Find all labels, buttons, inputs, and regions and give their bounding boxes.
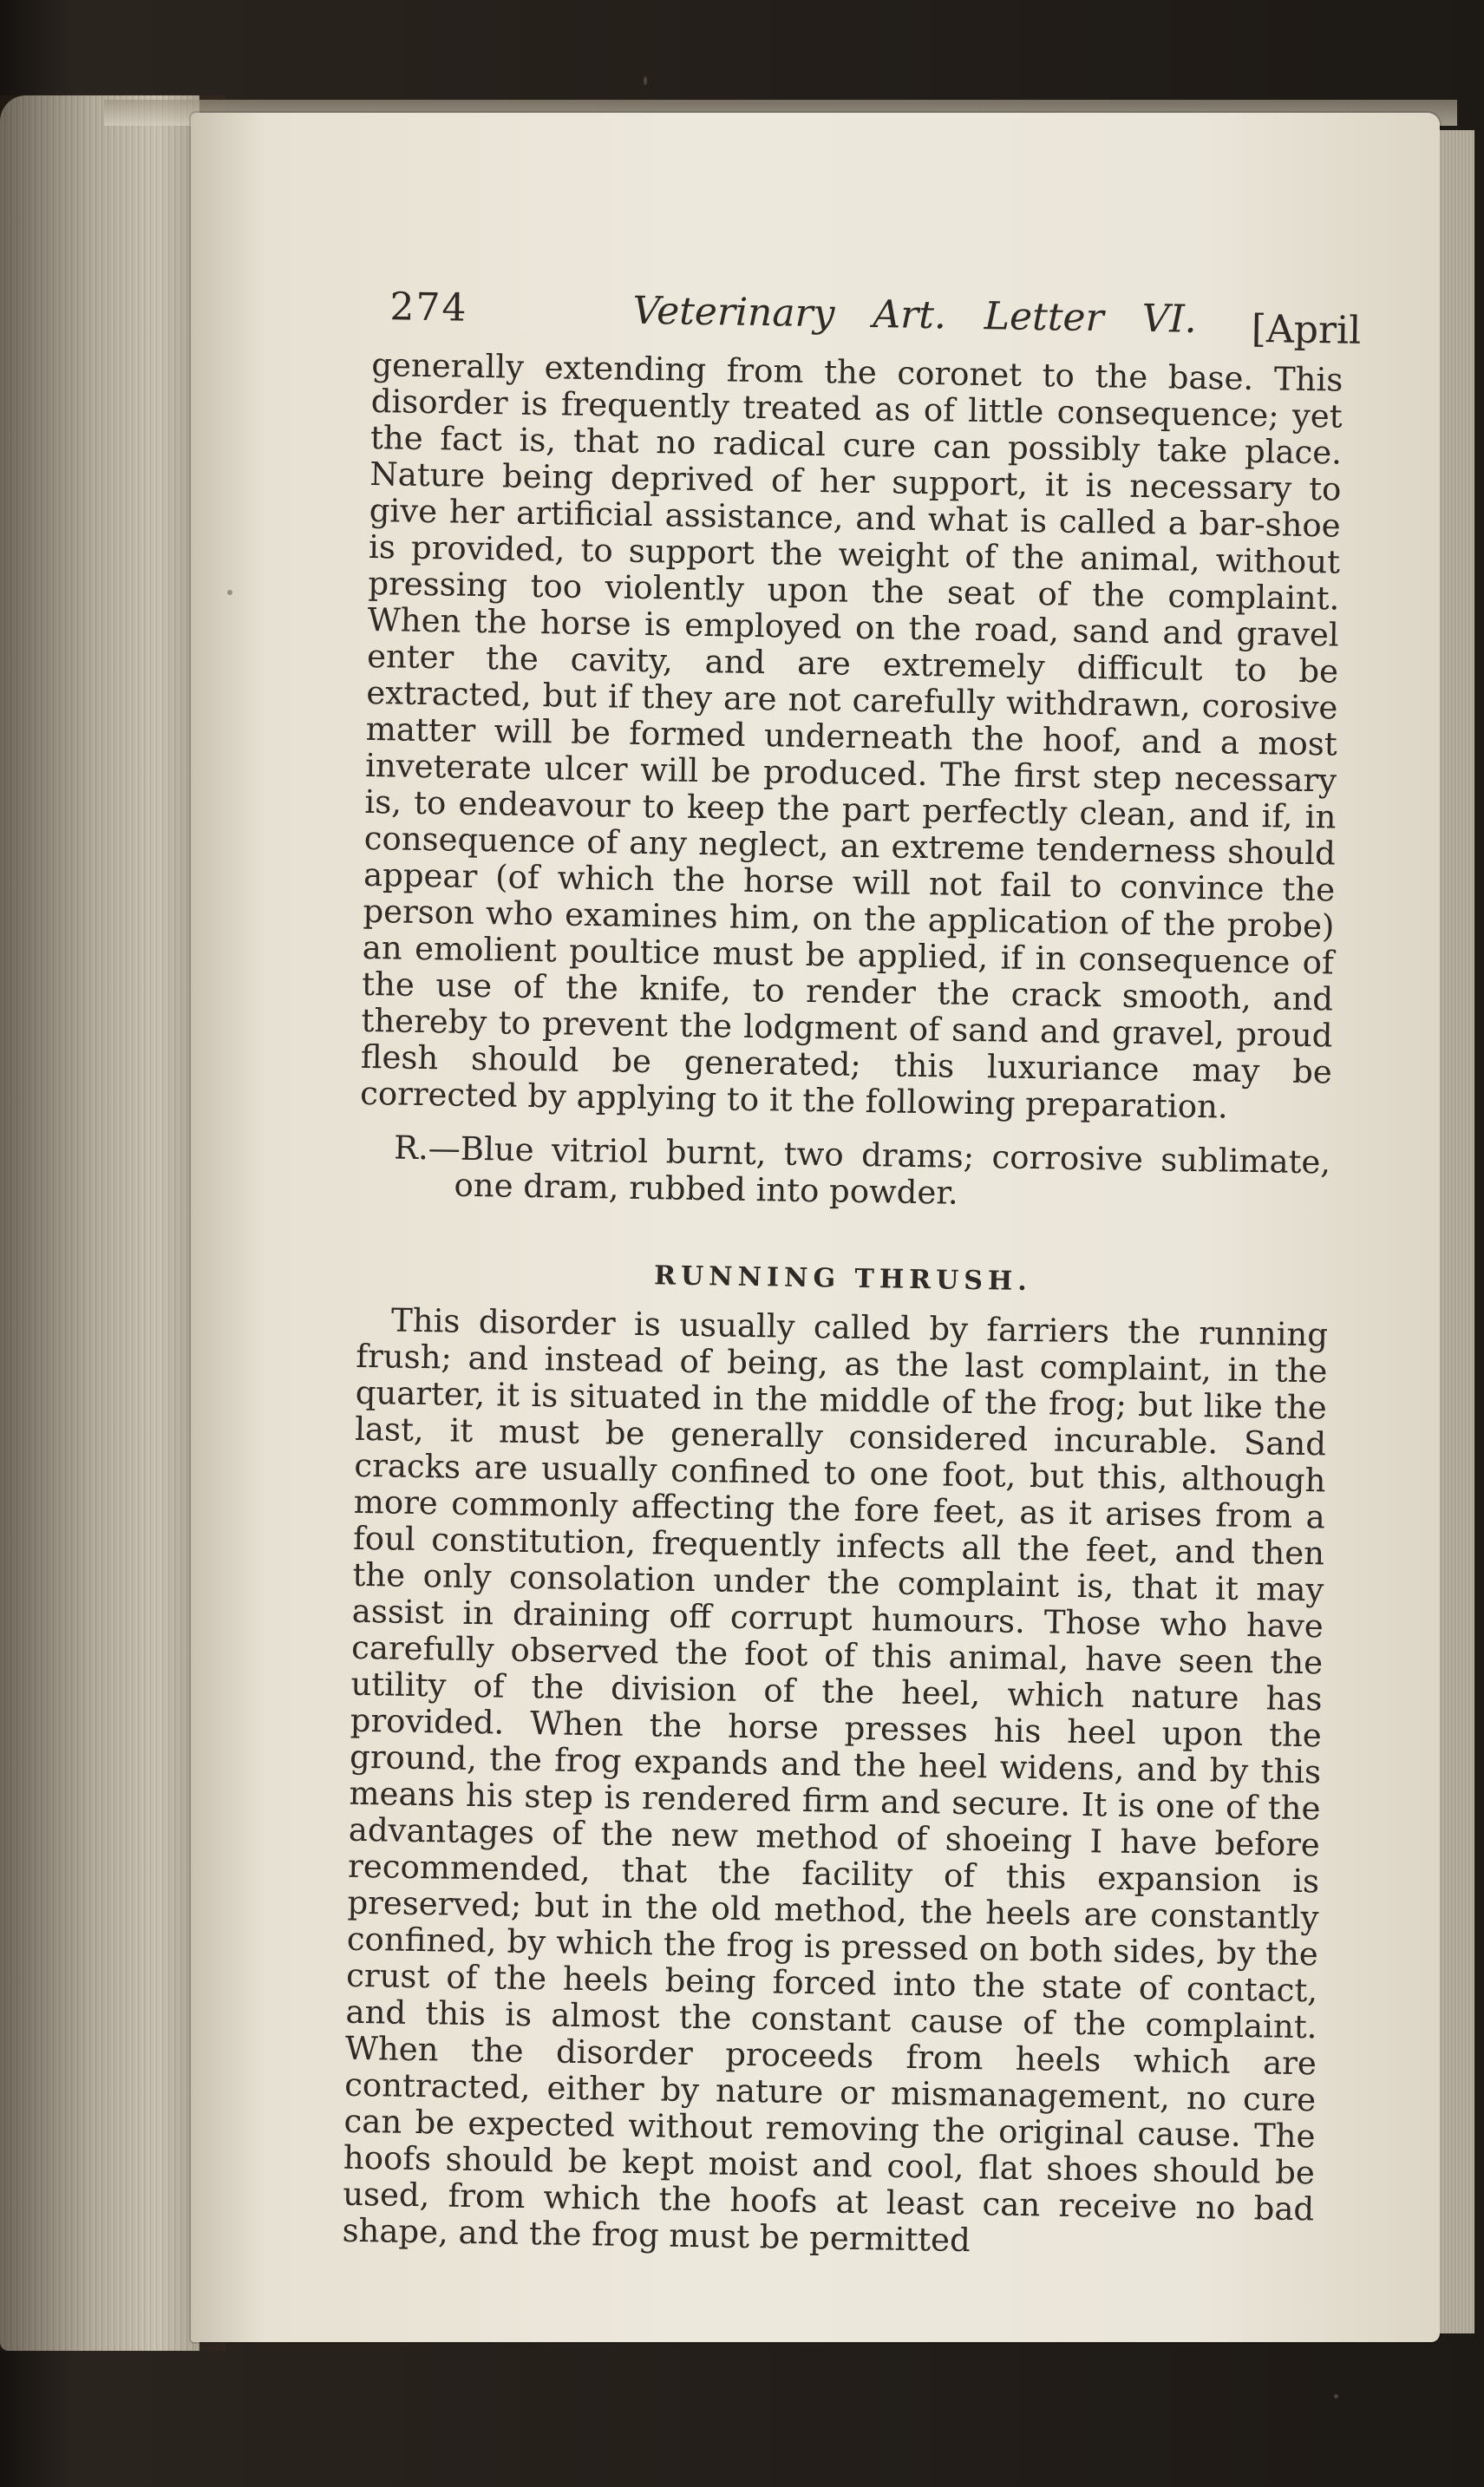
recipe	[393, 1130, 1330, 1218]
page-text	[342, 278, 1362, 2264]
paper-speck	[1334, 2394, 1338, 2399]
recipe-text: Blue vitriol burnt, two drams; corrosive sublimate, one dram, rubbed into powder.	[454, 1129, 1331, 1212]
body-paragraph: generally extending from the coronet to the base. This disorder is frequently treated as of little consequence; yet the fact is, that no radical cure can possibly take place. Nature being deprived of her support, it is necessary to give her artificial assistance, and what is called a bar-shoe is provided, to support the weight of the animal, without pressing too violently upon the seat of the complaint. When the horse is employed on the road, sand and gravel enter the cavity, and are extremely difficult to be extracted, but if they are not carefully withdrawn, corosive matter will be formed underneath the hoof, and a most inveterate ulcer will be produced. The first step necessary is, to endeavour to keep the part perfectly clean, and if, in consequence of any neglect, an extreme tenderness should appear (of which the horse will not fail to convince the person who examines him, on the application of the probe) an emolient poultice must be applied, if in consequence of the use of the knife, to render the crack smooth, and thereby to prevent the lodgment of sand and gravel, proud flesh should be generated; this luxuriance may be corrected by applying to it the following preparation.	[359, 345, 1343, 1126]
page-number: 274	[389, 285, 468, 331]
section-paragraph: This disorder is usually called by farriers the running frush; and instead of being, as the last complaint, in the quarter, it is situated in the middle of the frog; but like the last, it must be generally considered incurable. Sand cracks are usually confined to one foot, but this, although more commonly affecting the fore feet, as it arises from a foul constitution, frequently infects all the feet, and then the only consolation under the complaint is, that it may assist in draining off corrupt humours. Those who have carefully observed the foot of this animal, have seen the utility of the division of the heel, which nature has provided. When the horse presses his heel upon the ground, the frog expands and the heel widens, and by this means his step is rendered firm and secure. It is one of the advantages of the new method of shoeing I have before recommended, that the facility of this expansion is preserved; but in the old method, the heels are constantly confined, by which the frog is pressed on both sides, by the crust of the heels being forced into the state of contact, and this is almost the constant cause of the complaint. When the disorder proceeds from heels which are contracted, either by nature or mismanagement, no cure can be expected without removing the original cause. The hoofs should be kept moist and cool, flat shoes should be used, from which the hoofs at least can receive no bad shape, and the frog must be permitted	[342, 1301, 1329, 2260]
paper-speck	[644, 76, 647, 85]
right-page-edge	[1440, 130, 1474, 2333]
paper-speck	[227, 590, 232, 595]
running-month: [April	[1251, 306, 1362, 353]
running-title: Veterinary Art. Letter VI.	[632, 288, 1198, 342]
recipe-lead: R.—	[393, 1129, 461, 1168]
section-heading: RUNNING THRUSH.	[653, 1260, 1033, 1298]
